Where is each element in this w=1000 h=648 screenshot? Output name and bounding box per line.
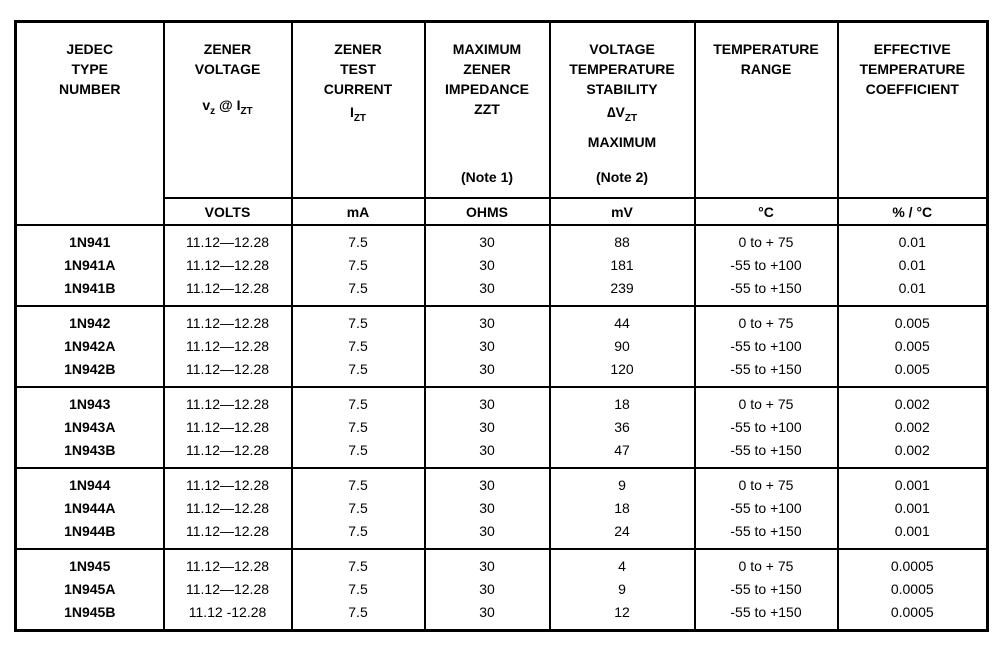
impedance-cell: 30 [425,601,550,631]
symbol-subscript: ZT [240,105,253,117]
header-cell [551,23,694,197]
header-cell [293,23,424,197]
header-cell [696,23,837,197]
table-row [16,358,988,387]
coefficient-cell: 0.002 [838,416,988,439]
unit-percent-per-celsius: % / °C [838,198,988,225]
header-cell [426,23,549,197]
table-row [16,520,988,549]
impedance-cell: 30 [425,497,550,520]
test-current-cell: 7.5 [292,497,425,520]
temp-range-cell: -55 to +150 [695,601,838,631]
header-line: ZENER [463,61,511,77]
jedec-type-cell: 1N943A [16,416,164,439]
note-1-reference: (Note 1) [460,169,514,185]
header-line: VOLTAGE [194,61,261,77]
test-current-cell: 7.5 [292,225,425,254]
header-voltage-temp-stability [550,22,695,199]
zener-voltage-cell: 11.12—12.28 [164,306,292,335]
test-current-cell: 7.5 [292,468,425,497]
jedec-type-cell: 1N943 [16,387,164,416]
header-max-zener-impedance [425,22,550,199]
coefficient-cell: 0.005 [838,358,988,387]
jedec-type-cell: 1N945 [16,549,164,578]
table-row [16,439,988,468]
header-line: MAXIMUM [452,41,522,57]
impedance-cell: 30 [425,468,550,497]
table-row [16,416,988,439]
zener-voltage-cell: 11.12—12.28 [164,358,292,387]
unit-celsius: °C [695,198,838,225]
table-row [16,549,988,578]
coefficient-cell: 0.005 [838,306,988,335]
test-current-cell: 7.5 [292,439,425,468]
coefficient-cell: 0.002 [838,387,988,416]
stability-cell: 18 [550,497,695,520]
symbol-subscript: ZT [624,112,638,124]
header-zener-voltage [164,22,292,199]
jedec-type-cell: 1N944 [16,468,164,497]
test-current-cell: 7.5 [292,306,425,335]
jedec-type-cell: 1N941 [16,225,164,254]
impedance-cell: 30 [425,306,550,335]
temp-range-cell: -55 to +150 [695,358,838,387]
header-line: TEMPERATURE [713,41,819,57]
test-current-cell: 7.5 [292,416,425,439]
zener-voltage-cell: 11.12—12.28 [164,335,292,358]
table-row [16,601,988,631]
jedec-type-cell: 1N945A [16,578,164,601]
header-line: RANGE [740,61,792,77]
header-line: TYPE [71,61,109,77]
symbol-base: ∆V [606,104,625,120]
temp-range-cell: -55 to +100 [695,254,838,277]
zener-voltage-cell: 11.12—12.28 [164,520,292,549]
vz-at-izt-symbol [202,95,252,122]
header-effective-temp-coefficient [838,22,988,199]
impedance-cell: 30 [425,578,550,601]
header-cell [839,23,987,197]
coefficient-cell: 0.01 [838,277,988,306]
header-line: COEFFICIENT [865,81,959,97]
zener-voltage-cell: 11.12—12.28 [164,439,292,468]
jedec-type-cell: 1N941A [16,254,164,277]
jedec-type-cell: 1N942A [16,335,164,358]
jedec-type-cell: 1N944A [16,497,164,520]
header-line: EFFECTIVE [873,41,951,57]
temp-range-cell: -55 to +150 [695,578,838,601]
zener-spec-table [14,20,989,632]
zener-voltage-cell: 11.12—12.28 [164,497,292,520]
temp-range-cell: -55 to +150 [695,439,838,468]
unit-ohms: OHMS [425,198,550,225]
temp-range-cell: 0 to + 75 [695,549,838,578]
header-line: ZENER [203,41,252,57]
jedec-type-cell: 1N941B [16,277,164,306]
impedance-cell: 30 [425,549,550,578]
test-current-cell: 7.5 [292,358,425,387]
header-temperature-range [695,22,838,199]
izt-symbol [350,102,366,129]
impedance-cell: 30 [425,358,550,387]
stability-cell: 9 [550,468,695,497]
header-line: TEST [340,61,376,77]
zener-voltage-cell: 11.12—12.28 [164,387,292,416]
header-cell [165,23,291,197]
stability-cell: 120 [550,358,695,387]
test-current-cell: 7.5 [292,254,425,277]
table-row [16,306,988,335]
table-row [16,578,988,601]
header-line: ZZT [474,101,500,117]
stability-cell: 4 [550,549,695,578]
stability-cell: 239 [550,277,695,306]
stability-cell: 12 [550,601,695,631]
symbol-subscript: z [210,105,216,117]
temp-range-cell: 0 to + 75 [695,468,838,497]
table-row [16,335,988,358]
header-jedec-type-number [16,22,164,226]
test-current-cell: 7.5 [292,549,425,578]
jedec-type-cell: 1N943B [16,439,164,468]
coefficient-cell: 0.001 [838,497,988,520]
stability-cell: 181 [550,254,695,277]
unit-mv: mV [550,198,695,225]
header-line: VOLTAGE [589,41,655,57]
zener-voltage-cell: 11.12—12.28 [164,468,292,497]
stability-cell: 9 [550,578,695,601]
delta-vzt-symbol [607,102,637,129]
coefficient-cell: 0.0005 [838,549,988,578]
impedance-cell: 30 [425,335,550,358]
zener-voltage-cell: 11.12—12.28 [164,549,292,578]
header-line: TEMPERATURE [859,61,966,77]
test-current-cell: 7.5 [292,578,425,601]
test-current-cell: 7.5 [292,387,425,416]
jedec-type-cell: 1N942 [16,306,164,335]
stability-cell: 24 [550,520,695,549]
temp-range-cell: -55 to +100 [695,416,838,439]
zener-voltage-cell: 11.12 -12.28 [164,601,292,631]
impedance-cell: 30 [425,387,550,416]
jedec-type-cell: 1N945B [16,601,164,631]
jedec-type-cell: 1N942B [16,358,164,387]
coefficient-cell: 0.01 [838,225,988,254]
note-2-reference: (Note 2) [595,169,649,185]
table-row [16,277,988,306]
header-line: NUMBER [59,81,121,97]
stability-cell: 18 [550,387,695,416]
impedance-cell: 30 [425,520,550,549]
header-line: ZENER [334,41,382,57]
symbol-base: I [349,104,354,120]
coefficient-cell: 0.002 [838,439,988,468]
impedance-cell: 30 [425,277,550,306]
coefficient-cell: 0.01 [838,254,988,277]
header-line: CURRENT [323,81,393,97]
symbol-subscript: ZT [353,112,367,124]
stability-cell: 88 [550,225,695,254]
symbol-at: @ [215,97,237,113]
zener-voltage-cell: 11.12—12.28 [164,277,292,306]
header-cell [17,23,163,197]
test-current-cell: 7.5 [292,277,425,306]
temp-range-cell: -55 to +150 [695,277,838,306]
table-row [16,468,988,497]
stability-cell: 47 [550,439,695,468]
temp-range-cell: -55 to +100 [695,497,838,520]
impedance-cell: 30 [425,439,550,468]
table-row [16,225,988,254]
coefficient-cell: 0.005 [838,335,988,358]
unit-ma: mA [292,198,425,225]
header-line: JEDEC [66,41,114,57]
symbol-base: v [202,97,211,113]
test-current-cell: 7.5 [292,520,425,549]
header-line: STABILITY [586,81,658,97]
test-current-cell: 7.5 [292,601,425,631]
table-row [16,254,988,277]
coefficient-cell: 0.0005 [838,601,988,631]
jedec-type-cell: 1N944B [16,520,164,549]
stability-cell: 44 [550,306,695,335]
unit-volts: VOLTS [164,198,292,225]
temp-range-cell: 0 to + 75 [695,306,838,335]
zener-voltage-cell: 11.12—12.28 [164,578,292,601]
header-line: MAXIMUM [587,133,657,150]
impedance-cell: 30 [425,254,550,277]
temp-range-cell: 0 to + 75 [695,387,838,416]
coefficient-cell: 0.001 [838,468,988,497]
zener-voltage-cell: 11.12—12.28 [164,225,292,254]
header-line: TEMPERATURE [569,61,675,77]
zener-voltage-cell: 11.12—12.28 [164,416,292,439]
symbol-base: I [236,97,241,113]
temp-range-cell: -55 to +150 [695,520,838,549]
impedance-cell: 30 [425,416,550,439]
header-line: IMPEDANCE [444,81,529,97]
stability-cell: 90 [550,335,695,358]
header-row [16,22,988,199]
table-row [16,497,988,520]
temp-range-cell: 0 to + 75 [695,225,838,254]
coefficient-cell: 0.001 [838,520,988,549]
temp-range-cell: -55 to +100 [695,335,838,358]
stability-cell: 36 [550,416,695,439]
zener-voltage-cell: 11.12—12.28 [164,254,292,277]
coefficient-cell: 0.0005 [838,578,988,601]
header-zener-test-current [292,22,425,199]
impedance-cell: 30 [425,225,550,254]
table-row [16,387,988,416]
test-current-cell: 7.5 [292,335,425,358]
